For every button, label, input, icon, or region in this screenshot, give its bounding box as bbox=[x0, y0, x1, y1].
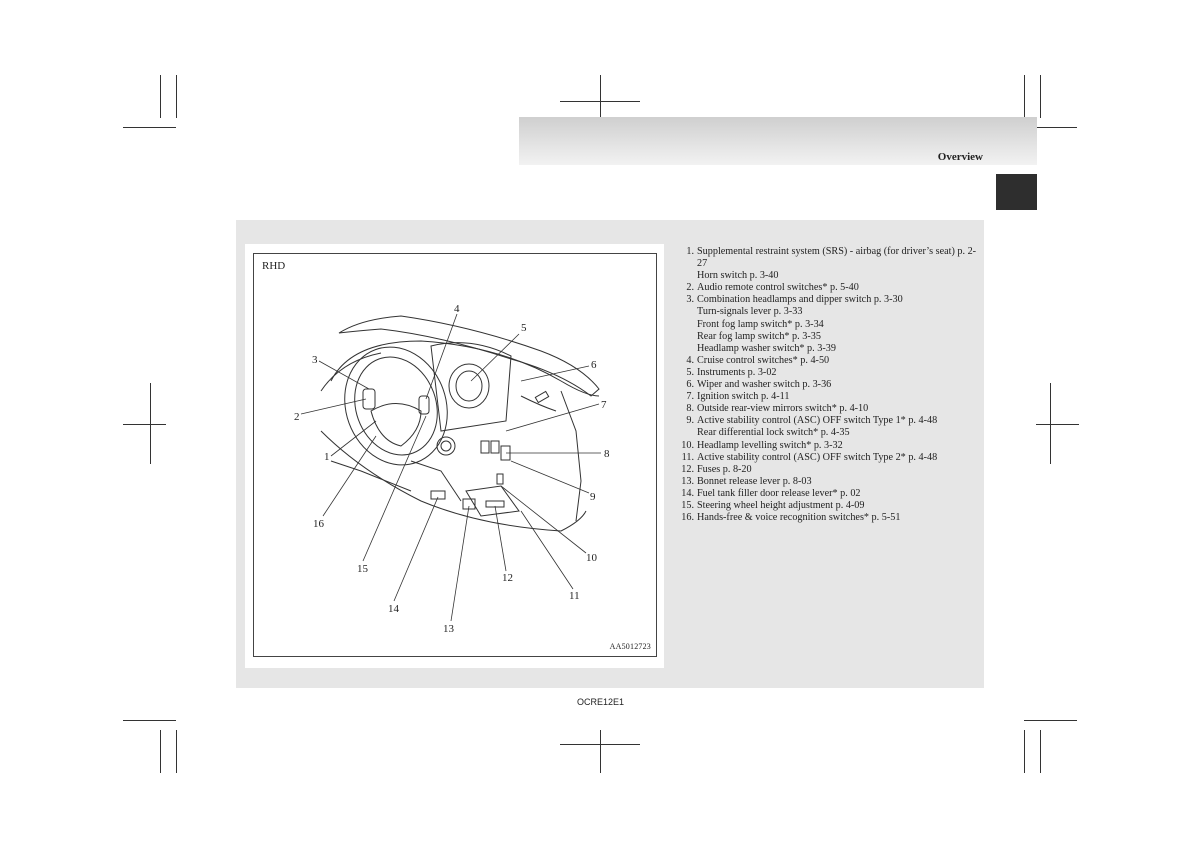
callout-4: 4 bbox=[454, 303, 460, 315]
callout-16: 16 bbox=[313, 518, 324, 530]
callout-7: 7 bbox=[601, 399, 607, 411]
callout-1: 1 bbox=[324, 451, 330, 463]
list-item: 1. Supplemental restraint system (SRS) - airbag (for driver’s seat) p. 2-27 Horn switch p. 3-40 bbox=[686, 246, 977, 282]
list-item: 9. Active stability control (ASC) OFF switch Type 1* p. 4-48 Rear differential lock switch* p. 4-35 bbox=[678, 415, 978, 439]
item-text: Active stability control (ASC) OFF switch Type 1* p. 4-48 bbox=[697, 415, 938, 427]
list-item: 13. Bonnet release lever p. 8-03 bbox=[681, 475, 812, 487]
item-text: Hands-free & voice recognition switches* p. 5-51 bbox=[697, 512, 901, 524]
callout-3: 3 bbox=[312, 354, 318, 366]
item-subtext: Front fog lamp switch* p. 3-34 bbox=[697, 318, 824, 330]
list-item: 5. Instruments p. 3-02 bbox=[686, 366, 777, 378]
dashboard-diagram bbox=[254, 254, 658, 658]
list-item: 3. Combination headlamps and dipper switch p. 3-30 Turn-signals lever p. 3-33 Front fog lamp switch* p. 3-34 Rear fog lamp switch* p. 3-35 Headlamp washer switch* p. 3-39 bbox=[678, 294, 978, 354]
item-subtext: Headlamp washer switch* p. 3-39 bbox=[697, 342, 836, 354]
list-item: 11. Active stability control (ASC) OFF switch Type 2* p. 4-48 bbox=[681, 451, 938, 463]
list-item: 15. Steering wheel height adjustment p. 4-09 bbox=[681, 499, 865, 511]
item-subtext: Rear differential lock switch* p. 4-35 bbox=[697, 427, 850, 439]
callout-12: 12 bbox=[502, 572, 513, 584]
callout-13: 13 bbox=[443, 623, 454, 635]
item-text: Audio remote control switches* p. 5-40 bbox=[697, 282, 859, 294]
figure-frame bbox=[253, 253, 657, 657]
callout-9: 9 bbox=[590, 491, 596, 503]
list-item: 14. Fuel tank filler door release lever* p. 02 bbox=[681, 487, 861, 499]
thumb-tab bbox=[996, 174, 1037, 210]
list-item: 10. Headlamp levelling switch* p. 3-32 bbox=[681, 439, 843, 451]
callout-2: 2 bbox=[294, 411, 300, 423]
list-item: 16. Hands-free & voice recognition switches* p. 5-51 bbox=[681, 512, 901, 524]
item-subtext: Rear fog lamp switch* p. 3-35 bbox=[697, 330, 821, 342]
item-subtext: Turn-signals lever p. 3-33 bbox=[697, 306, 803, 318]
list-item: 7. Ignition switch p. 4-11 bbox=[686, 391, 790, 403]
callout-10: 10 bbox=[586, 552, 597, 564]
list-item: 2. Audio remote control switches* p. 5-40 bbox=[686, 282, 859, 294]
list-item: 4. Cruise control switches* p. 4-50 bbox=[686, 354, 830, 366]
item-text: Headlamp levelling switch* p. 3-32 bbox=[697, 439, 843, 451]
callout-8: 8 bbox=[604, 448, 610, 460]
list-item: 6. Wiper and washer switch p. 3-36 bbox=[686, 379, 832, 391]
callout-6: 6 bbox=[591, 359, 597, 371]
item-list bbox=[678, 246, 978, 524]
item-text: Steering wheel height adjustment p. 4-09 bbox=[697, 499, 865, 511]
callout-11: 11 bbox=[569, 590, 580, 602]
item-text: Cruise control switches* p. 4-50 bbox=[697, 354, 830, 366]
callout-15: 15 bbox=[357, 563, 368, 575]
item-text: Fuses p. 8-20 bbox=[697, 463, 752, 475]
list-item: 12. Fuses p. 8-20 bbox=[681, 463, 752, 475]
section-title: Overview bbox=[937, 151, 983, 163]
item-text: Supplemental restraint system (SRS) - airbag (for driver’s seat) p. 2-27 bbox=[697, 246, 977, 270]
callout-5: 5 bbox=[521, 322, 527, 334]
item-text: Outside rear-view mirrors switch* p. 4-10 bbox=[697, 403, 869, 415]
callout-14: 14 bbox=[388, 603, 399, 615]
item-text: Ignition switch p. 4-11 bbox=[697, 391, 790, 403]
item-text: Combination headlamps and dipper switch p. 3-30 bbox=[697, 294, 903, 306]
item-text: Instruments p. 3-02 bbox=[697, 366, 777, 378]
item-text: Bonnet release lever p. 8-03 bbox=[697, 475, 812, 487]
list-item: 8. Outside rear-view mirrors switch* p. 4-10 bbox=[686, 403, 869, 415]
item-text: Fuel tank filler door release lever* p. 02 bbox=[697, 487, 861, 499]
page-code: OCRE12E1 bbox=[577, 697, 625, 707]
item-text: Active stability control (ASC) OFF switch Type 2* p. 4-48 bbox=[697, 451, 938, 463]
figure-code: AA5012723 bbox=[609, 642, 651, 651]
item-subtext: Horn switch p. 3-40 bbox=[697, 270, 779, 282]
item-text: Wiper and washer switch p. 3-36 bbox=[697, 379, 832, 391]
figure-variant-label: RHD bbox=[262, 260, 286, 272]
